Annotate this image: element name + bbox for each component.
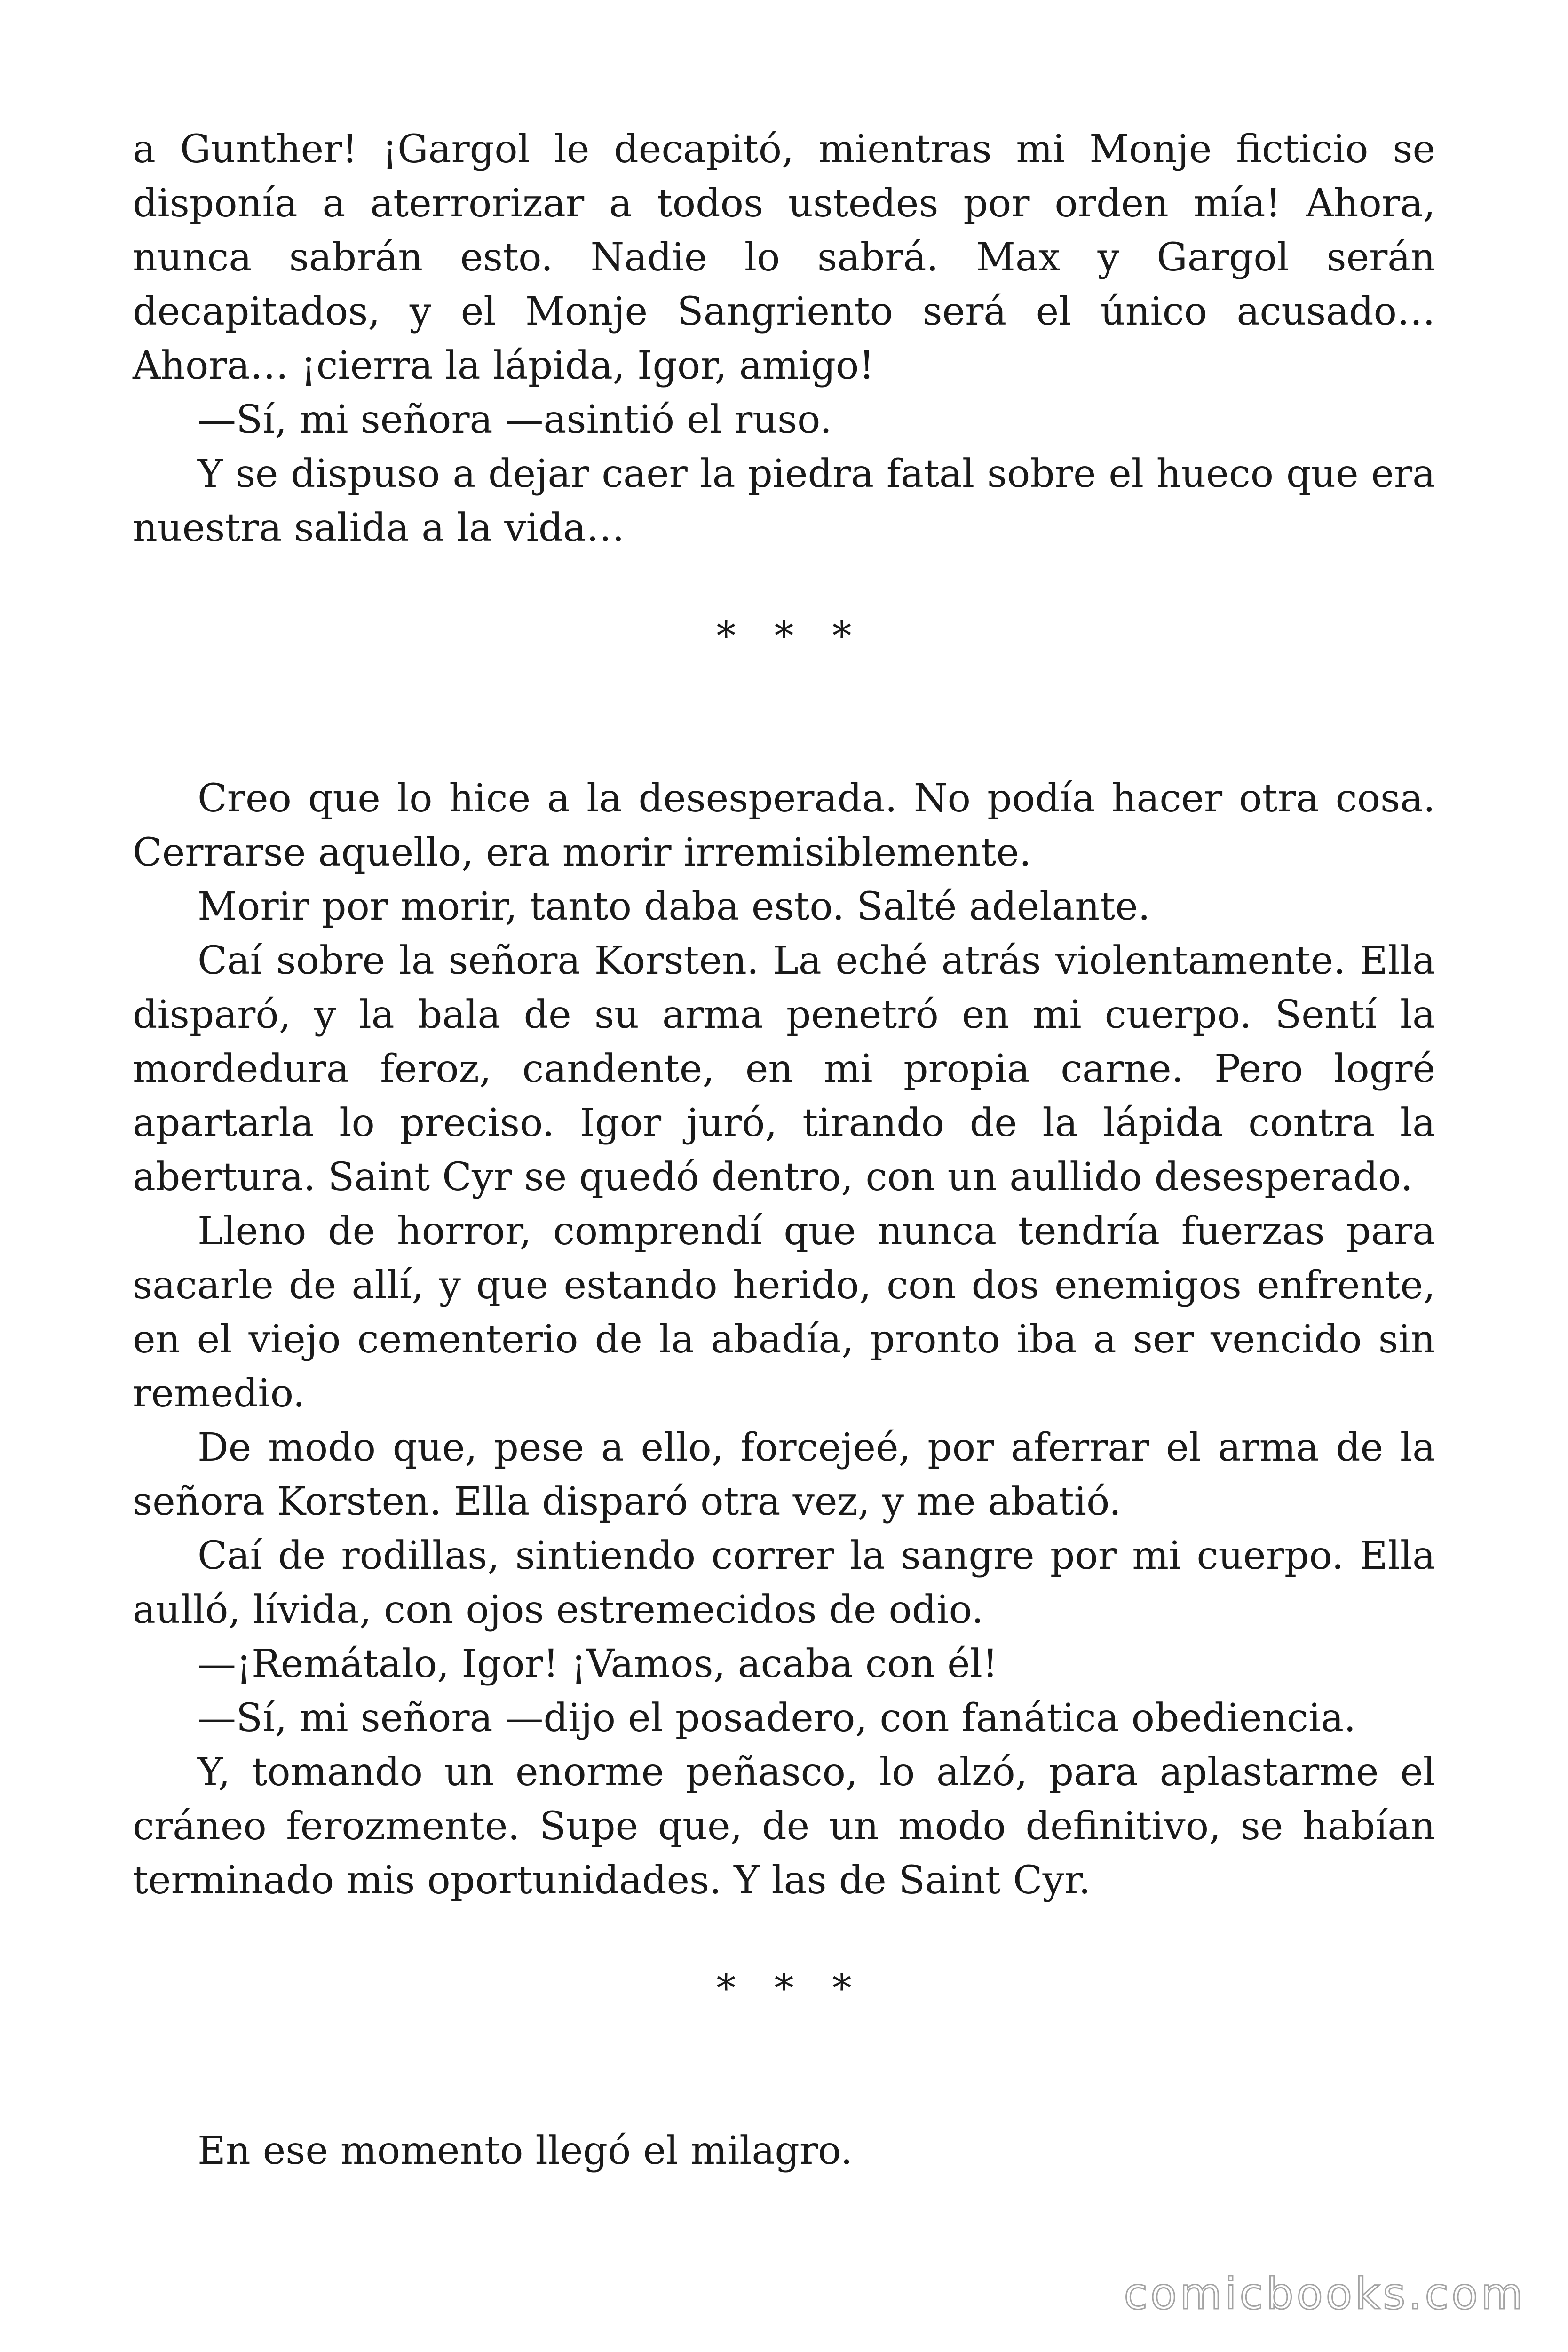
paragraph: a Gunther! ¡Gargol le decapitó, mientras mi Monje ficticio se disponía a aterrorizar a todos ustedes por orden mía! Ahora, nunca sabrán esto. Nadie lo sabrá. Max y Gargol serán decapitados, y el Monje Sangriento será el único acusado… Ahora… ¡cierra la lápida, Igor, amigo! bbox=[133, 127, 1435, 388]
spacer bbox=[133, 2016, 1435, 2124]
paragraph: —Sí, mi señora —asintió el ruso. bbox=[198, 397, 832, 442]
paragraph: —Sí, mi señora —dijo el posadero, con fanática obediencia. bbox=[198, 1696, 1356, 1740]
paragraph: Morir por morir, tanto daba esto. Salté adelante. bbox=[198, 884, 1150, 929]
paragraph: En ese momento llegó el milagro. bbox=[198, 2129, 853, 2173]
paragraph: Y, tomando un enorme peñasco, lo alzó, para aplastarme el cráneo ferozmente. Supe que, de un modo definitivo, se habían terminado mis oportunidades. Y las de Saint Cyr. bbox=[133, 1750, 1435, 1903]
spacer bbox=[133, 663, 1435, 771]
scene-break: * * * bbox=[716, 1966, 865, 2011]
watermark: comicbooks.com bbox=[1124, 2269, 1526, 2319]
paragraph: Caí de rodillas, sintiendo correr la sangre por mi cuerpo. Ella aulló, lívida, con ojos estremecidos de odio. bbox=[133, 1534, 1435, 1632]
paragraph: De modo que, pese a ello, forcejeé, por aferrar el arma de la señora Korsten. Ella disparó otra vez, y me abatió. bbox=[133, 1425, 1435, 1524]
paragraph: —¡Remátalo, Igor! ¡Vamos, acaba con él! bbox=[198, 1642, 998, 1686]
paragraph: Creo que lo hice a la desesperada. No podía hacer otra cosa. Cerrarse aquello, era morir irremisiblemente. bbox=[133, 776, 1435, 875]
spacer bbox=[133, 1907, 1435, 1962]
spacer bbox=[133, 555, 1435, 609]
book-page bbox=[133, 122, 1435, 2178]
paragraph: Lleno de horror, comprendí que nunca tendría fuerzas para sacarle de allí, y que estando herido, con dos enemigos enfrente, en el viejo cementerio de la abadía, pronto iba a ser vencido sin remedio. bbox=[133, 1209, 1435, 1416]
paragraph: Caí sobre la señora Korsten. La eché atrás violentamente. Ella disparó, y la bala de su arma penetró en mi cuerpo. Sentí la mordedura feroz, candente, en mi propia carne. Pero logré apartarla lo preciso. Igor juró, tirando de la lápida contra la abertura. Saint Cyr se quedó dentro, con un aullido desesperado. bbox=[133, 938, 1435, 1200]
paragraph: Y se dispuso a dejar caer la piedra fatal sobre el hueco que era nuestra salida a la vida… bbox=[133, 452, 1435, 550]
scene-break: * * * bbox=[716, 614, 865, 659]
